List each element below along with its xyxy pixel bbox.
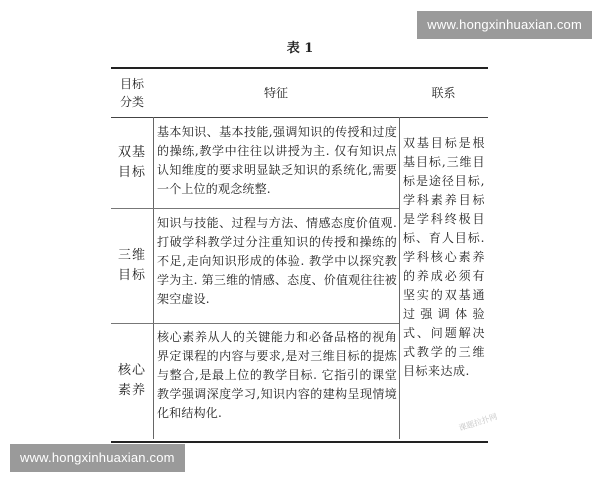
row-label-shuangji: 双基 目标 xyxy=(117,144,146,180)
row-text-shuangji: 基本知识、基本技能,强调知识的传授和过度的操练,教学中往往以讲授为主. 仅有知识点认知维度的要求明显缺乏知识的系统化,需要一个上位的观念统整. xyxy=(157,125,397,196)
row-divider-2 xyxy=(111,323,399,324)
row-text-sanwei: 知识与技能、过程与方法、情感态度价值观. 打破学科教学过分注重知识的传授和操练的不足,走向知识形成的体验. 教学中以探究教学为主. 第三维的情感、态度、价值观往往被架空虚设. xyxy=(157,216,397,306)
header-relation-label: 联系 xyxy=(431,86,456,100)
watermark-bottom: www.hongxinhuaxian.com xyxy=(10,444,185,472)
header-category-label: 目标 分类 xyxy=(119,77,144,109)
header-features-label: 特征 xyxy=(263,86,288,100)
row-divider-1 xyxy=(111,208,399,209)
header-relation xyxy=(399,69,488,117)
column-divider-1 xyxy=(153,117,154,439)
header-features xyxy=(153,69,399,117)
header-category xyxy=(111,69,153,117)
table-caption: 表 1 xyxy=(286,41,314,56)
faint-stamp: 课题拉扑网 xyxy=(457,412,499,433)
column-divider-2 xyxy=(399,117,400,439)
table-header xyxy=(111,69,488,118)
relation-text: 双基目标是根基目标,三维目标是途径目标,学科素养目标是学科终极目标、育人目标. 学科核心素养的养成必须有坚实的双基通过强调体验式、问题解决式教学的三维目标来达成. xyxy=(403,136,485,378)
watermark-top: www.hongxinhuaxian.com xyxy=(417,11,592,39)
row-label-sanwei: 三维 目标 xyxy=(117,247,146,283)
row-text-hexin: 核心素养从人的关键能力和必备品格的视角界定课程的内容与要求,是对三维目标的提炼与整合,是最上位的教学目标. 它指引的课堂教学强调深度学习,知识内容的建构呈现情境化和结构化. xyxy=(157,330,397,420)
row-label-hexin: 核心 素养 xyxy=(117,363,146,398)
comparison-table xyxy=(111,67,488,443)
